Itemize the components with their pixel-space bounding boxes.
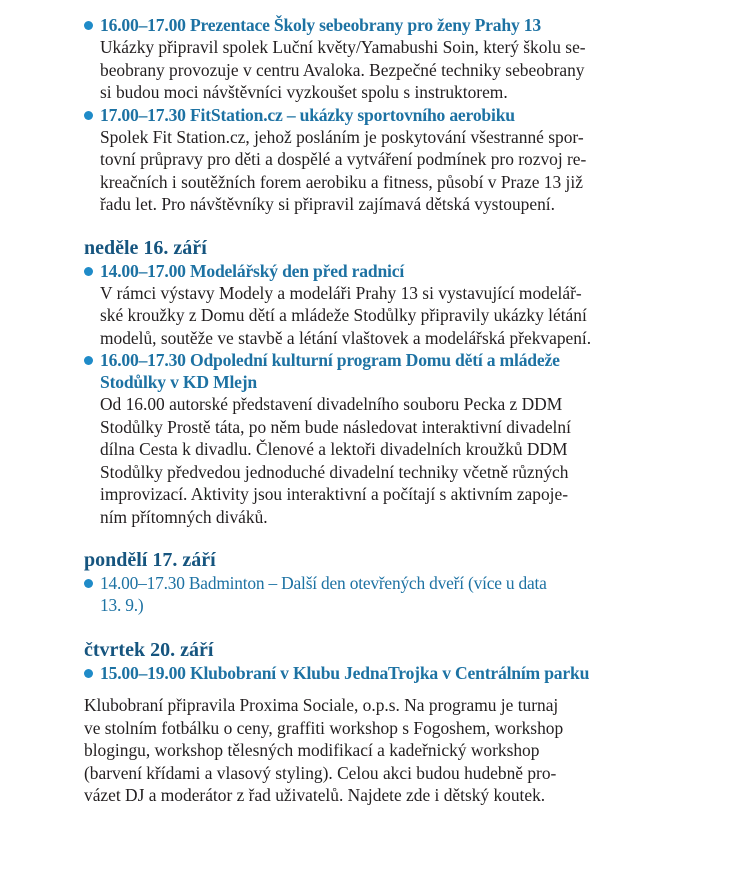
event-description: Od 16.00 autorské představení divadelního souboru Pecka z DDM Stodůlky Prostě táta, po něm bude následovat interaktivní divadelní dílna Cesta k divadlu. Členové a lektoři divadelních kroužků DDM Stodůlky předvedou jednoduché divadelní techniky včetně různých improvizací. Aktivity jsou interaktivní a počítají s aktivním zapoje- ním přítomných diváků. <box>100 394 571 527</box>
event-title: 14.00–17.00 Modelářský den před radnicí <box>84 260 644 282</box>
event-description: Spolek Fit Station.cz, jehož posláním je poskytování všestranné spor- tovní průpravy pro děti a dospělé a vytváření podmínek pro rozvoj re- kreačních i soutěžních forem aerobiku a fitness, působí v Praze 13 již řadu let. Pro návštěvníky si připravil zajímavá dětská vystoupení. <box>100 126 587 214</box>
event-title: 16.00–17.00 Prezentace Školy sebeobrany pro ženy Prahy 13 <box>84 14 644 36</box>
bullet-icon <box>84 111 93 120</box>
bullet-icon <box>84 356 93 365</box>
bullet-icon <box>84 21 93 30</box>
event-title: 14.00–17.30 Badminton – Další den otevřených dveří (více u data 13. 9.) <box>84 572 644 616</box>
event-description: Ukázky připravil spolek Luční květy/Yamabushi Soin, který školu se- beobrany provozuje v centru Avaloka. Bezpečné techniky sebeobrany si budou moci návštěvníci vyzkoušet spolu s instruktorem. <box>100 37 586 102</box>
day-heading: neděle 16. září <box>84 236 207 259</box>
day-heading: čtvrtek 20. září <box>84 639 214 661</box>
event-description: Klubobraní připravila Proxima Sociale, o.p.s. Na programu je turnaj ve stolním fotbálku o ceny, graffiti workshop s Fogoshem, workshop blogingu, workshop tělesných modifikací a kadeřnický workshop (barvení křídami a vlasový styling). Celou akci budou hudebně pro- vázet DJ a moderátor z řad uživatelů. Najdete zde i dětský koutek. <box>84 695 564 805</box>
event <box>84 260 644 350</box>
event-description: V rámci výstavy Modely a modeláři Prahy 13 si vystavující modelář- ské kroužky z Domu dětí a mládeže Stodůlky připravily ukázky létání modelů, soutěže ve stavbě a létání vlaštovek a modelářská překvapení. <box>100 282 592 348</box>
program-page <box>84 14 644 807</box>
event-title: 15.00–19.00 Klubobraní v Klubu JednaTrojka v Centrálním parku <box>84 662 644 684</box>
event <box>84 104 644 216</box>
bullet-icon <box>84 267 93 276</box>
event-title: 17.00–17.30 FitStation.cz – ukázky sportovního aerobiku <box>84 104 644 126</box>
bullet-icon <box>84 669 93 678</box>
bullet-icon <box>84 579 93 588</box>
event <box>84 349 644 528</box>
event-title: 16.00–17.30 Odpolední kulturní program Domu dětí a mládeže Stodůlky v KD Mlejn <box>84 349 644 393</box>
event <box>84 662 644 807</box>
day-heading: pondělí 17. září <box>84 549 216 571</box>
event <box>84 572 644 616</box>
event <box>84 14 644 104</box>
